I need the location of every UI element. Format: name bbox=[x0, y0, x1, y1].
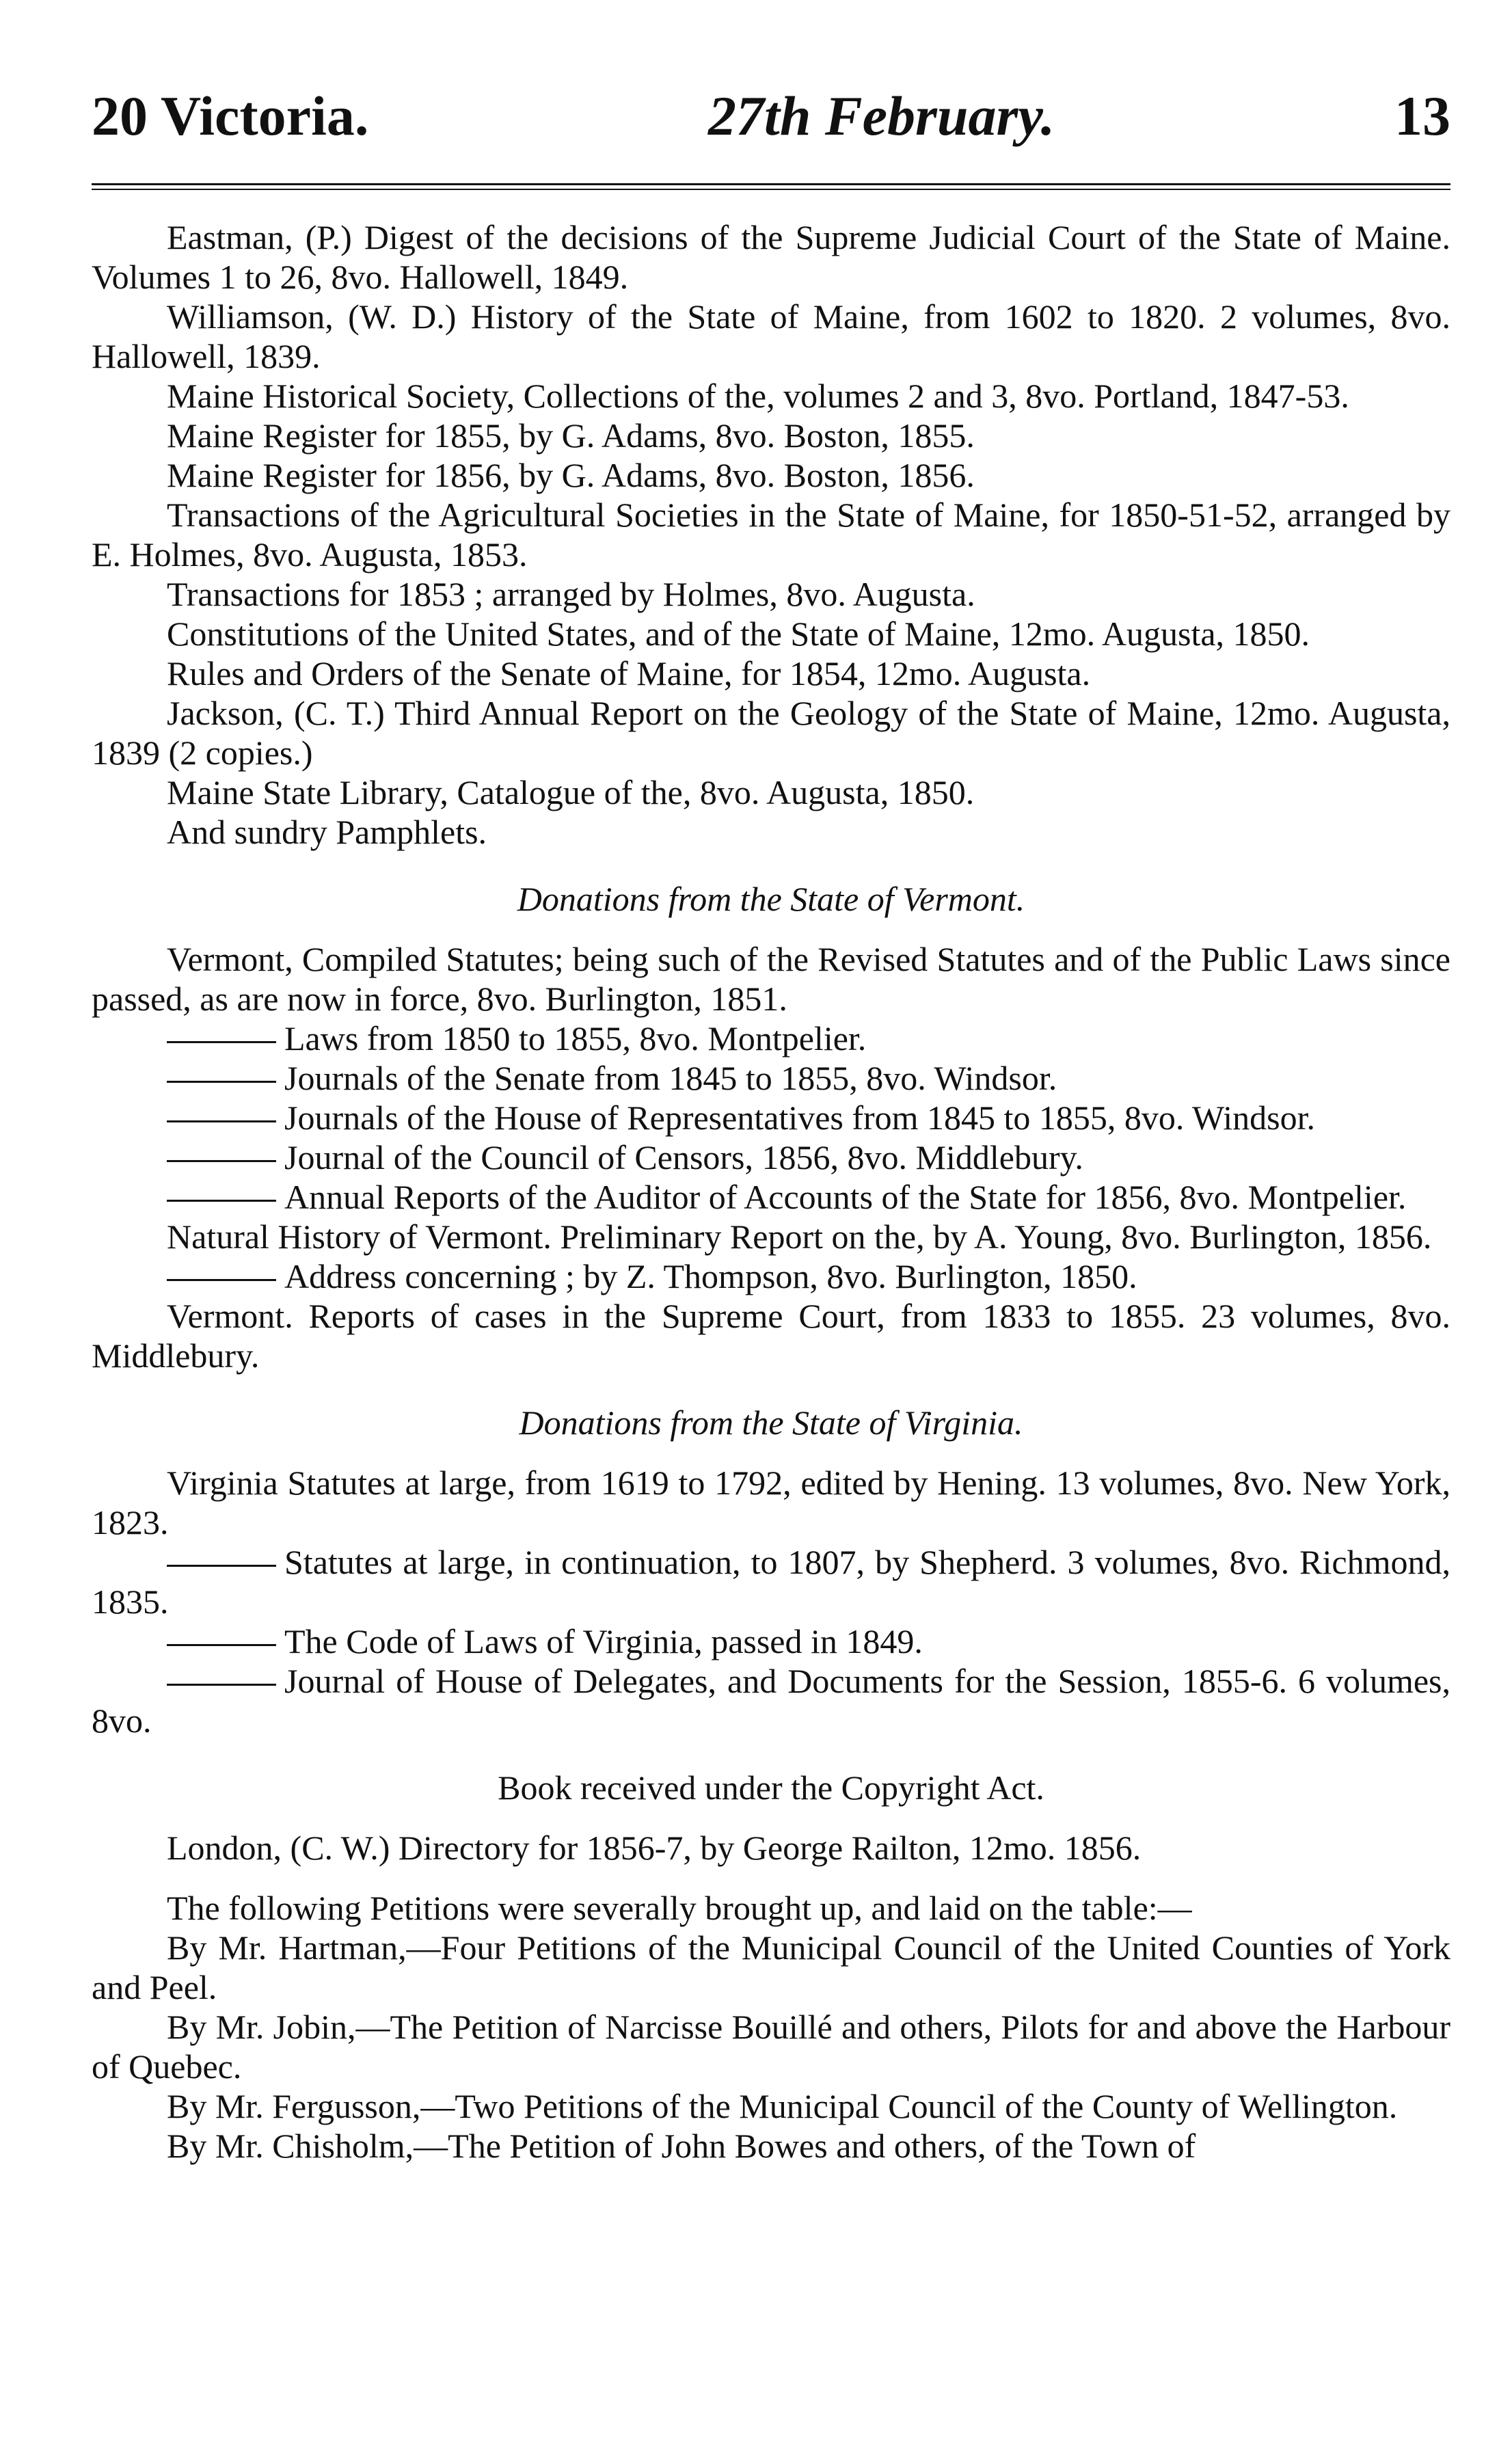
petition-entry: By Mr. Fergusson,—Two Petitions of the Municipal Council of the County of Wellington. bbox=[167, 2087, 1398, 2125]
virginia-entry-text: The Code of Laws of Virginia, passed in 1849. bbox=[284, 1622, 923, 1660]
maine-entry: Rules and Orders of the Senate of Maine, for 1854, 12mo. Augusta. bbox=[167, 654, 1091, 692]
copyright-entry: London, (C. W.) Directory for 1856-7, by George Railton, 12mo. 1856. bbox=[167, 1829, 1142, 1867]
ditto-dash bbox=[167, 1160, 276, 1162]
maine-entry: Eastman, (P.) Digest of the decisions of the Supreme Judicial Court of the State of Maine. Volumes 1 to 26, 8vo. Hallowell, 1849. bbox=[92, 218, 1450, 296]
virginia-list bbox=[92, 1463, 1450, 1740]
section-heading-vermont: Donations from the State of Vermont. bbox=[517, 880, 1025, 918]
maine-entry: Maine Register for 1855, by G. Adams, 8vo. Boston, 1855. bbox=[167, 416, 975, 455]
petitions-intro: The following Petitions were severally brought up, and laid on the table:— bbox=[167, 1889, 1192, 1927]
vermont-entry-text: Vermont. Reports of cases in the Supreme Court, from 1833 to 1855. 23 volumes, 8vo. Middlebury. bbox=[92, 1297, 1450, 1375]
virginia-entry bbox=[92, 1661, 1450, 1740]
ditto-dash bbox=[167, 1120, 276, 1122]
maine-entry: Maine Historical Society, Collections of the, volumes 2 and 3, 8vo. Portland, 1847-53. bbox=[167, 377, 1349, 415]
maine-entry: Constitutions of the United States, and of the State of Maine, 12mo. Augusta, 1850. bbox=[167, 615, 1310, 653]
header-left: 20 Victoria. bbox=[92, 85, 369, 147]
vermont-entry-text: Journals of the Senate from 1845 to 1855, 8vo. Windsor. bbox=[284, 1059, 1057, 1097]
vermont-entry bbox=[92, 1217, 1450, 1256]
ditto-dash bbox=[167, 1684, 276, 1686]
virginia-entry-text: Virginia Statutes at large, from 1619 to 1792, edited by Hening. 13 volumes, 8vo. New York, 1823. bbox=[92, 1464, 1450, 1542]
vermont-entry bbox=[92, 1019, 1450, 1058]
maine-entry: Transactions of the Agricultural Societies in the State of Maine, for 1850-51-52, arranged by E. Holmes, 8vo. Augusta, 1853. bbox=[92, 496, 1450, 574]
vermont-list bbox=[92, 939, 1450, 1375]
petition-entry: By Mr. Jobin,—The Petition of Narcisse Bouillé and others, Pilots for and above the Harbour of Quebec. bbox=[92, 2008, 1450, 2086]
ditto-dash bbox=[167, 1200, 276, 1202]
maine-entry: Maine Register for 1856, by G. Adams, 8vo. Boston, 1856. bbox=[167, 456, 975, 494]
virginia-entry bbox=[92, 1463, 1450, 1542]
running-header bbox=[92, 82, 1450, 150]
ditto-dash bbox=[167, 1644, 276, 1646]
vermont-entry-text: Laws from 1850 to 1855, 8vo. Montpelier. bbox=[284, 1019, 867, 1058]
header-date: 27th February. bbox=[708, 85, 1055, 147]
section-heading-copyright: Book received under the Copyright Act. bbox=[498, 1768, 1044, 1807]
maine-entry: Jackson, (C. T.) Third Annual Report on the Geology of the State of Maine, 12mo. Augusta, 1839 (2 copies.) bbox=[92, 694, 1450, 772]
vermont-entry-text: Annual Reports of the Auditor of Accounts of the State for 1856, 8vo. Montpelier. bbox=[284, 1178, 1407, 1216]
virginia-entry bbox=[92, 1621, 1450, 1661]
vermont-entry bbox=[92, 1296, 1450, 1375]
header-rule bbox=[92, 183, 1450, 185]
virginia-entry-text: Statutes at large, in continuation, to 1807, by Shepherd. 3 volumes, 8vo. Richmond, 1835. bbox=[92, 1543, 1450, 1621]
maine-entry: Maine State Library, Catalogue of the, 8vo. Augusta, 1850. bbox=[167, 773, 975, 811]
vermont-entry bbox=[92, 1177, 1450, 1217]
section-heading-virginia: Donations from the State of Virginia. bbox=[519, 1403, 1023, 1442]
vermont-entry-text: Journal of the Council of Censors, 1856, 8vo. Middlebury. bbox=[284, 1138, 1083, 1176]
vermont-entry-text: Vermont, Compiled Statutes; being such of the Revised Statutes and of the Public Laws since passed, as are now in force, 8vo. Burlington, 1851. bbox=[92, 940, 1450, 1018]
vermont-entry-text: Address concerning ; by Z. Thompson, 8vo. Burlington, 1850. bbox=[284, 1257, 1137, 1295]
ditto-dash bbox=[167, 1279, 276, 1281]
vermont-entry bbox=[92, 1256, 1450, 1296]
vermont-entry bbox=[92, 1138, 1450, 1177]
ditto-dash bbox=[167, 1081, 276, 1083]
petition-entry: By Mr. Chisholm,—The Petition of John Bowes and others, of the Town of bbox=[167, 2127, 1196, 2165]
page-number: 13 bbox=[1394, 85, 1450, 147]
vermont-entry bbox=[92, 1098, 1450, 1138]
vermont-entry bbox=[92, 939, 1450, 1019]
page-body bbox=[92, 217, 1450, 2166]
vermont-entry-text: Natural History of Vermont. Preliminary Report on the, by A. Young, 8vo. Burlington, 1856. bbox=[167, 1217, 1432, 1256]
virginia-entry bbox=[92, 1542, 1450, 1621]
ditto-dash bbox=[167, 1565, 276, 1567]
petition-entry: By Mr. Hartman,—Four Petitions of the Municipal Council of the United Counties of York and Peel. bbox=[92, 1928, 1450, 2006]
maine-entry: Williamson, (W. D.) History of the State of Maine, from 1602 to 1820. 2 volumes, 8vo. Hallowell, 1839. bbox=[92, 297, 1450, 375]
vermont-entry bbox=[92, 1058, 1450, 1098]
virginia-entry-text: Journal of House of Delegates, and Documents for the Session, 1855-6. 6 volumes, 8vo. bbox=[92, 1662, 1450, 1740]
maine-entry: Transactions for 1853 ; arranged by Holmes, 8vo. Augusta. bbox=[167, 575, 975, 613]
vermont-entry-text: Journals of the House of Representatives from 1845 to 1855, 8vo. Windsor. bbox=[284, 1099, 1315, 1137]
ditto-dash bbox=[167, 1041, 276, 1043]
header-rule-thin bbox=[92, 189, 1450, 190]
maine-entry: And sundry Pamphlets. bbox=[167, 813, 487, 851]
